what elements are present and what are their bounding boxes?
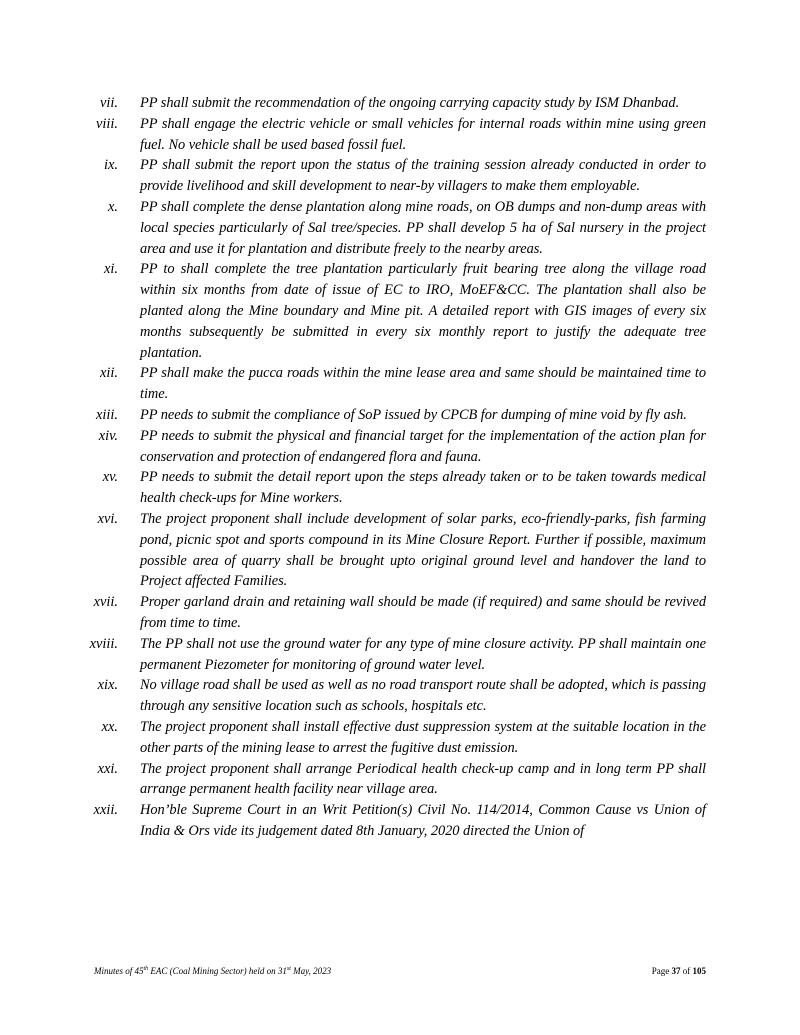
list-item-text: No village road shall be used as well as no road transport route shall be adopted, which is passing through any sensitive location such as schools, hospitals etc.	[140, 677, 706, 715]
list-item	[80, 509, 706, 592]
list-item	[80, 675, 706, 717]
list-item	[80, 363, 706, 405]
list-item	[80, 114, 706, 156]
list-item-number: xxi.	[97, 760, 118, 777]
list-item-number: x.	[108, 198, 118, 215]
list-item-text: PP needs to submit the detail report upon the steps already taken or to be taken towards medical health check-ups for Mine workers.	[140, 469, 706, 507]
list-item-text: The PP shall not use the ground water for any type of mine closure activity. PP shall maintain one permanent Piezometer for monitoring of ground water level.	[140, 635, 706, 673]
list-item	[80, 93, 706, 114]
list-item-text: The project proponent shall arrange Periodical health check-up camp and in long term PP shall arrange permanent health facility near village area.	[140, 760, 706, 798]
list-item-number: xviii.	[89, 635, 118, 652]
list-item-number: viii.	[96, 115, 118, 132]
list-item-text: Hon’ble Supreme Court in an Writ Petition(s) Civil No. 114/2014, Common Cause vs Union of India & Ors vide its judgement dated 8th January, 2020 directed the Union of	[140, 802, 706, 839]
list-item	[80, 155, 706, 197]
list-item-number: xi.	[104, 261, 118, 278]
list-item-text: The project proponent shall install effective dust suppression system at the suitable location in the other parts of the mining lease to arrest the fugitive dust emission.	[140, 718, 706, 756]
list-item-number: vii.	[100, 95, 118, 111]
list-item	[80, 592, 706, 634]
list-item-number: xvii.	[93, 594, 118, 611]
conditions-list	[80, 93, 706, 842]
list-item-text: PP to shall complete the tree plantation particularly fruit bearing tree along the village road within six months from date of issue of EC to IRO, MoEF&CC. The plantation shall also be planted along the Mine boundary and Mine pit. A detailed report with GIS images of every six months subsequently be submitted in every six monthly report to justify the adequate tree plantation.	[140, 261, 706, 361]
page-footer	[94, 966, 706, 976]
list-item-number: xxii.	[93, 802, 118, 819]
list-item-text: The project proponent shall include development of solar parks, eco-friendly-parks, fish farming pond, picnic spot and sports compound in its Mine Closure Report. Further if possible, maximum possible area of quarry shall be brought upto original ground level and handover the land to Project affected Families.	[140, 510, 706, 590]
list-item-text: PP needs to submit the physical and financial target for the implementation of the action plan for conservation and protection of endangered flora and fauna.	[140, 427, 706, 465]
footer-page-number: Page 37 of 105	[651, 966, 706, 976]
list-item-text: PP shall engage the electric vehicle or small vehicles for internal roads within mine using green fuel. No vehicle shall be used based fossil fuel.	[140, 115, 706, 153]
list-item-text: PP shall make the pucca roads within the mine lease area and same should be maintained time to time.	[140, 365, 706, 403]
list-item	[80, 759, 706, 801]
list-item-text: PP shall complete the dense plantation along mine roads, on OB dumps and non-dump areas with local species particularly of Sal tree/species. PP shall develop 5 ha of Sal nursery in the project area and use it for plantation and distribute freely to the nearby areas.	[140, 198, 706, 257]
list-item	[80, 634, 706, 676]
list-item-number: xv.	[102, 469, 118, 486]
list-item	[80, 717, 706, 759]
list-item	[80, 405, 706, 426]
list-item	[80, 800, 706, 842]
footer-minutes-title: Minutes of 45th EAC (Coal Mining Sector) held on 31st May, 2023	[94, 966, 332, 976]
list-item-text: PP needs to submit the compliance of SoP issued by CPCB for dumping of mine void by fly ash.	[140, 406, 687, 423]
list-item-text: Proper garland drain and retaining wall should be made (if required) and same should be revived from time to time.	[140, 594, 706, 631]
list-item-number: ix.	[104, 157, 118, 174]
list-item-number: xii.	[100, 365, 118, 382]
list-item-number: xvi.	[97, 510, 118, 527]
list-item-number: xx.	[101, 718, 118, 735]
list-item	[80, 259, 706, 363]
list-item-text: PP shall submit the recommendation of the ongoing carrying capacity study by ISM Dhanbad.	[140, 95, 680, 111]
list-item	[80, 197, 706, 259]
list-item	[80, 467, 706, 509]
list-item-number: xix.	[97, 677, 118, 694]
list-item-number: xiii.	[96, 406, 118, 423]
list-item	[80, 426, 706, 468]
list-item-text: PP shall submit the report upon the status of the training session already conducted in order to provide livelihood and skill development to near-by villagers to make them employable.	[140, 157, 706, 195]
list-item-number: xiv.	[98, 427, 118, 444]
